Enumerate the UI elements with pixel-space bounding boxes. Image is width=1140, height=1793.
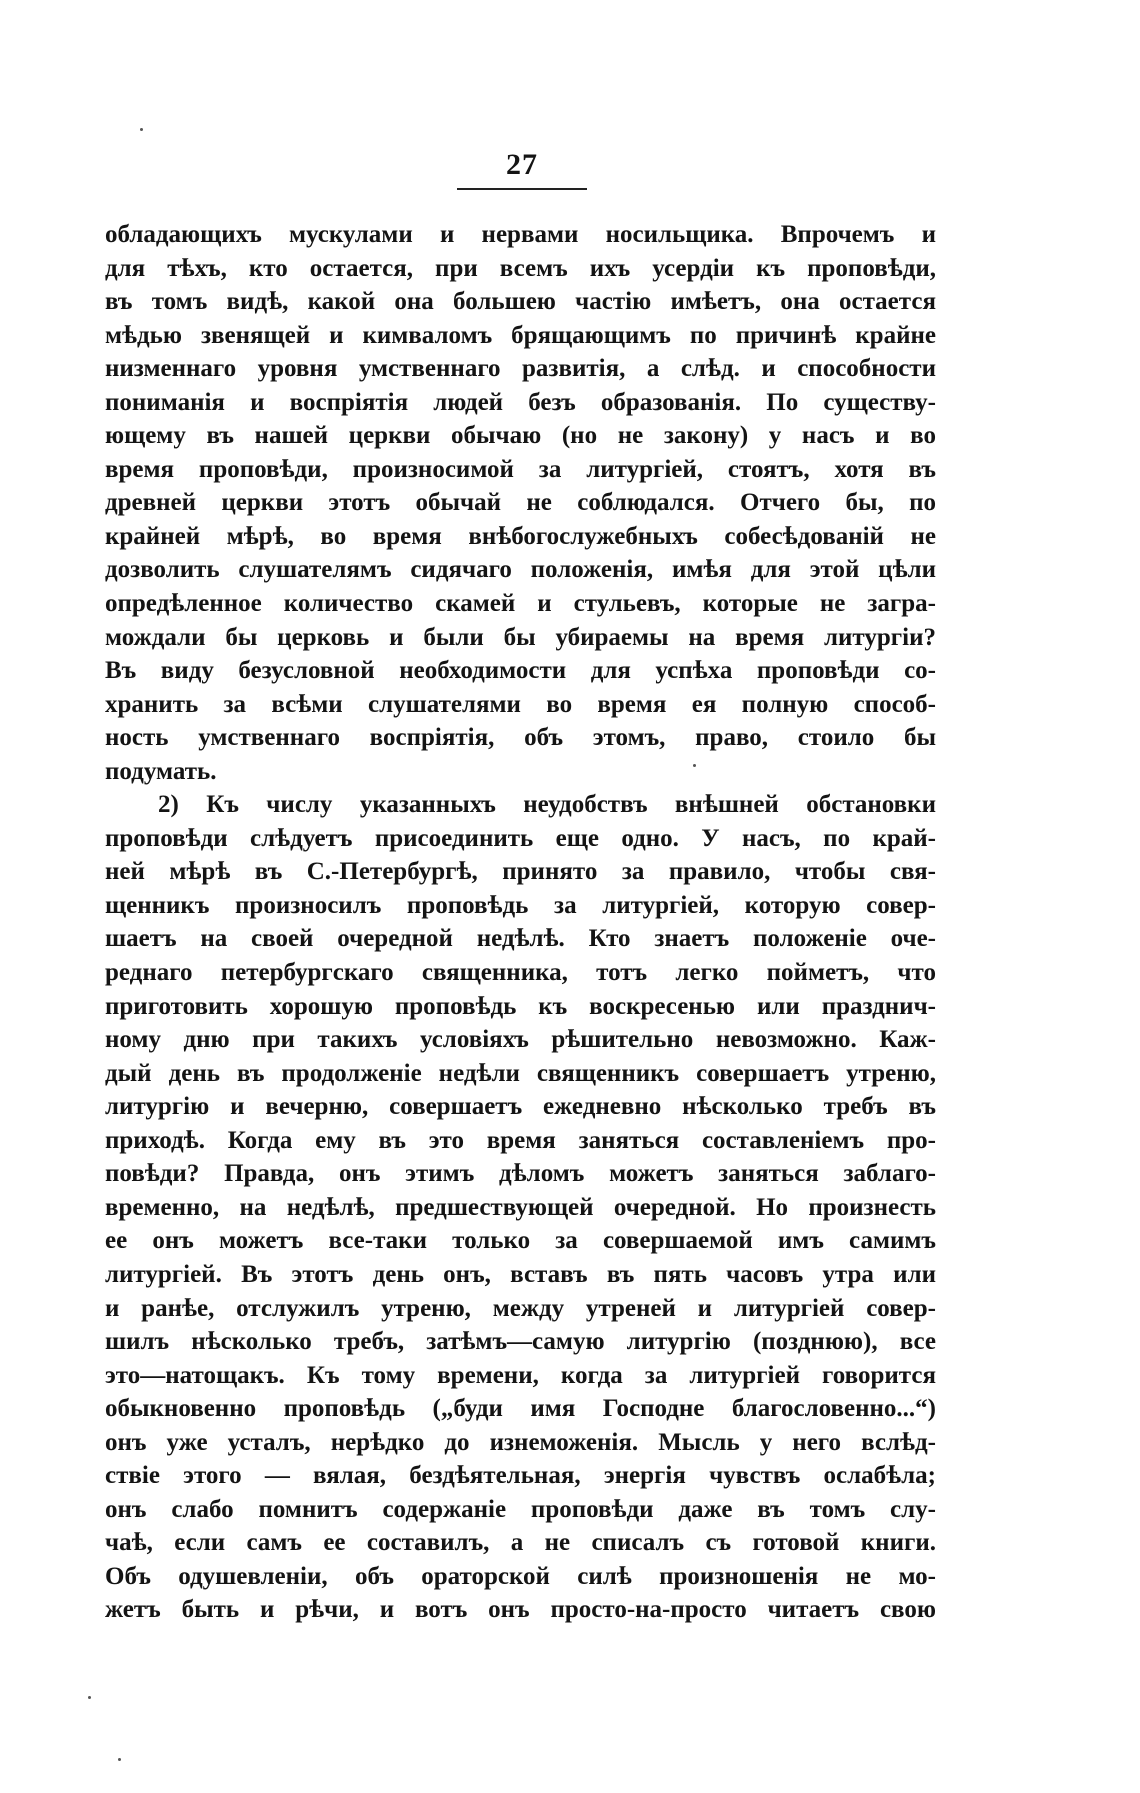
paragraph-end-line: подумать.: [105, 757, 217, 785]
text-line: обладающихъ мускулами и нервами носильщика. Впрочемъ и: [105, 221, 936, 248]
text-line: мождали бы церковь и были бы убираемы на время литургiи?: [105, 623, 936, 651]
text-line: и ранѣе, отслужилъ утреню, между утреней и литургiей совер-: [105, 1294, 936, 1322]
text-line: Объ одушевленiи, объ ораторской силѣ произношенiя не мо-: [105, 1562, 936, 1590]
text-line: древней церкви этотъ обычай не соблюдался. Отчего бы, по: [105, 489, 936, 517]
text-line: хранить за всѣми слушателями во время ея полную способ-: [105, 690, 936, 718]
text-line: Въ виду безусловной необходимости для успѣха проповѣди со-: [105, 657, 936, 685]
text-line: чаѣ, если самъ ее составилъ, а не списалъ съ готовой книги.: [105, 1529, 936, 1557]
text-line: въ томъ видѣ, какой она большею частiю имѣетъ, она остается: [105, 288, 936, 316]
text-line: шилъ нѣсколько требъ, затѣмъ—самую литургiю (позднюю), все: [105, 1328, 936, 1356]
text-line: повѣди? Правда, онъ этимъ дѣломъ можетъ заняться заблаго-: [105, 1160, 936, 1188]
scan-speck: [140, 128, 143, 131]
text-line: ющему въ нашей церкви обычаю (но не закону) у насъ и во: [105, 422, 936, 450]
text-line: ствiе этого — вялая, бездѣятельная, энергiя чувствъ ослабѣла;: [105, 1462, 936, 1490]
text-line: мѣдью звенящей и кимваломъ брящающимъ по причинѣ крайне: [105, 321, 936, 349]
text-line: дозволить слушателямъ сидячаго положенiя, имѣя для этой цѣли: [105, 556, 936, 584]
text-line: приходѣ. Когда ему въ это время заняться составленiемъ про-: [105, 1126, 936, 1154]
text-line: реднаго петербургскаго священника, тотъ легко пойметъ, что: [105, 959, 936, 987]
text-line: онъ слабо помнитъ содержанiе проповѣди даже въ томъ слу-: [105, 1495, 936, 1523]
scan-speck: [693, 764, 696, 767]
text-line: для тѣхъ, кто остается, при всемъ ихъ усердiи къ проповѣди,: [105, 254, 936, 282]
text-line: ность умственнаго воспрiятiя, объ этомъ, право, стоило бы: [105, 724, 936, 752]
text-line: временно, на недѣлѣ, предшествующей очередной. Но произнесть: [105, 1193, 936, 1221]
text-line: щенникъ произносилъ проповѣдь за литургiей, которую совер-: [105, 891, 936, 919]
text-line: это—натощакъ. Къ тому времени, когда за литургiей говорится: [105, 1361, 936, 1389]
text-line: ней мѣрѣ въ С.-Петербургѣ, принято за правило, чтобы свя-: [105, 858, 936, 886]
text-line: приготовить хорошую проповѣдь къ воскресенью или празднич-: [105, 992, 936, 1020]
text-line: крайней мѣрѣ, во время внѣбогослужебныхъ собесѣдованiй не: [105, 522, 936, 550]
text-line: ному дню при такихъ условiяхъ рѣшительно невозможно. Каж-: [105, 1026, 936, 1054]
page-number-rule: [457, 188, 587, 190]
page-number: 27: [506, 148, 538, 181]
text-line: онъ уже усталъ, нерѣдко до изнеможенiя. Мысль у него вслѣд-: [105, 1428, 936, 1456]
scan-speck: [88, 1696, 91, 1699]
text-line: опредѣленное количество скамей и стульевъ, которые не загра-: [105, 590, 936, 618]
text-line: жетъ быть и рѣчи, и вотъ онъ просто-на-просто читаетъ свою: [105, 1596, 936, 1624]
paragraph-start-line: 2) Къ числу указанныхъ неудобствъ внѣшней обстановки: [158, 791, 936, 819]
text-line: время проповѣди, произносимой за литургiей, стоятъ, хотя въ: [105, 455, 936, 483]
text-line: проповѣди слѣдуетъ присоединить еще одно. У насъ, по край-: [105, 824, 936, 852]
text-line: дый день въ продолженiе недѣли священникъ совершаетъ утреню,: [105, 1059, 936, 1087]
scan-speck: [118, 1758, 121, 1761]
text-line: литургiю и вечерню, совершаетъ ежедневно нѣсколько требъ въ: [105, 1093, 936, 1121]
body-text: [105, 218, 936, 1627]
text-line: низменнаго уровня умственнаго развитiя, а слѣд. и способности: [105, 355, 936, 383]
text-line: шаетъ на своей очередной недѣлѣ. Кто знаетъ положенiе оче-: [105, 925, 936, 953]
text-line: пониманiя и воспрiятiя людей безъ образованiя. По существу-: [105, 388, 936, 416]
text-line: обыкновенно проповѣдь („буди имя Господне благословенно...“): [105, 1395, 936, 1423]
text-line: литургiей. Въ этотъ день онъ, вставъ въ пять часовъ утра или: [105, 1260, 936, 1288]
text-line: ее онъ можетъ все-таки только за совершаемой имъ самимъ: [105, 1227, 936, 1255]
